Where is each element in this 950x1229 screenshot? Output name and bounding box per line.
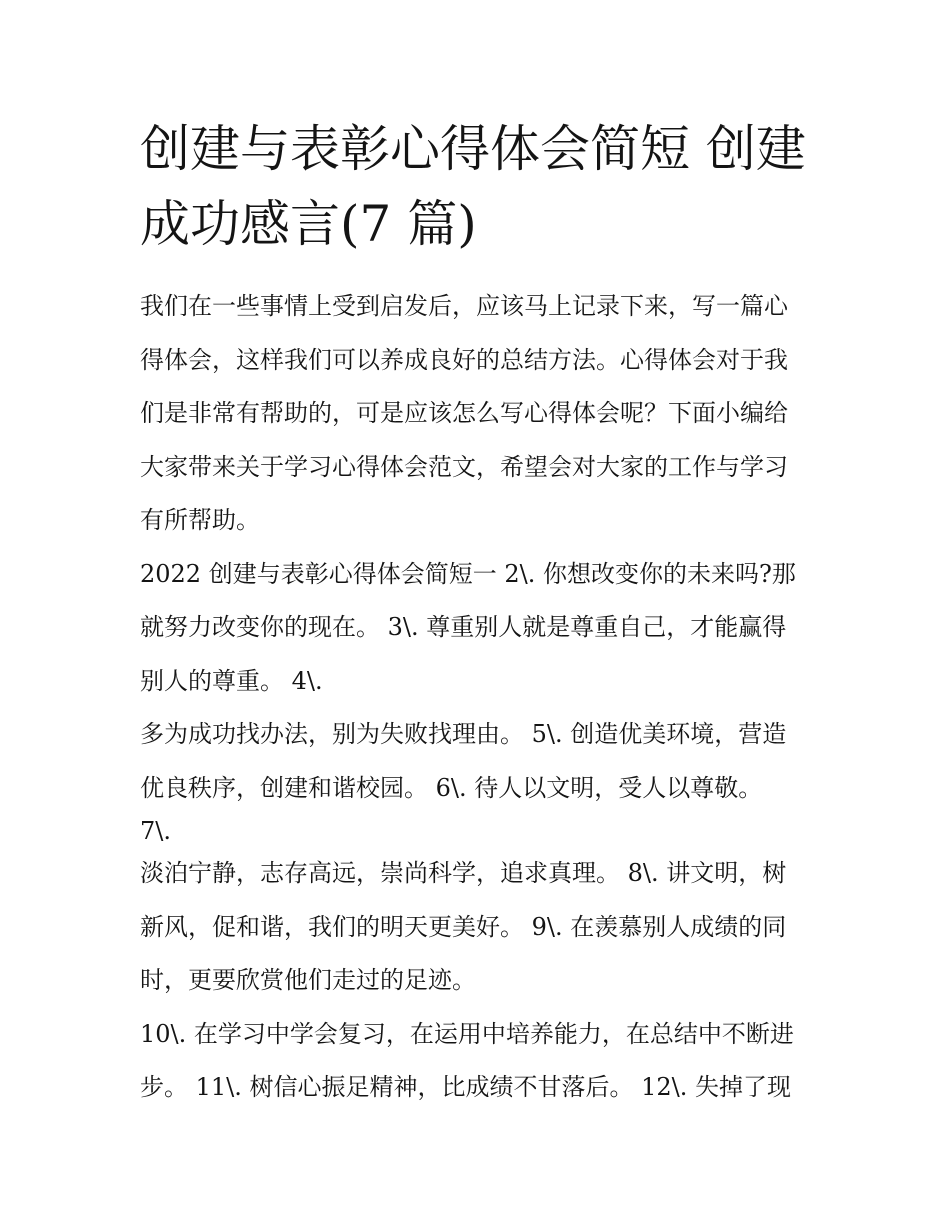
document-page bbox=[140, 112, 820, 1115]
body-paragraph bbox=[140, 1008, 820, 1115]
text-line: 别人的尊重。 4\. bbox=[140, 666, 323, 695]
text-line: 得体会，这样我们可以养成良好的总结方法。心得体会对于我 bbox=[140, 345, 788, 374]
body-paragraph bbox=[140, 548, 820, 709]
body-paragraph bbox=[140, 708, 820, 847]
text-line: 时，更要欣赏他们走过的足迹。 bbox=[140, 966, 476, 994]
text-line: 2022 创建与表彰心得体会简短一 2\. 你想改变你的未来吗?那 bbox=[140, 559, 796, 588]
title-line-1: 创建与表彰心得体会简短 创建 bbox=[140, 120, 806, 178]
text-line: 就努力改变你的现在。 3\. 尊重别人就是尊重自己，才能赢得 bbox=[140, 613, 787, 641]
text-line: 7\. bbox=[140, 817, 171, 845]
text-line: 淡泊宁静，志存高远，崇尚科学，追求真理。 8\. 讲文明，树 bbox=[140, 859, 787, 887]
text-line: 多为成功找办法，别为失败找理由。 5\. 创造优美环境，营造 bbox=[140, 720, 787, 748]
text-line: 新风，促和谐，我们的明天更美好。 9\. 在羡慕别人成绩的同 bbox=[140, 912, 787, 941]
intro-paragraph bbox=[140, 280, 820, 548]
title-line-2: 成功感言(7 篇) bbox=[140, 195, 477, 253]
text-line: 优良秩序，创建和谐校园。 6\. 待人以文明，受人以尊敬。 bbox=[140, 773, 763, 802]
text-line: 有所帮助。 bbox=[140, 506, 260, 534]
text-line: 10\. 在学习中学会复习，在运用中培养能力，在总结中不断进 bbox=[140, 1019, 794, 1048]
document-title bbox=[140, 112, 820, 262]
text-line: 我们在一些事情上受到启发后，应该马上记录下来，写一篇心 bbox=[140, 292, 788, 320]
text-line: 们是非常有帮助的，可是应该怎么写心得体会呢？下面小编给 bbox=[140, 399, 788, 427]
text-line: 步。 11\. 树信心振足精神，比成绩不甘落后。 12\. 失掉了现 bbox=[140, 1073, 792, 1101]
text-line: 大家带来关于学习心得体会范文，希望会对大家的工作与学习 bbox=[140, 452, 788, 481]
body-paragraph bbox=[140, 847, 820, 1008]
